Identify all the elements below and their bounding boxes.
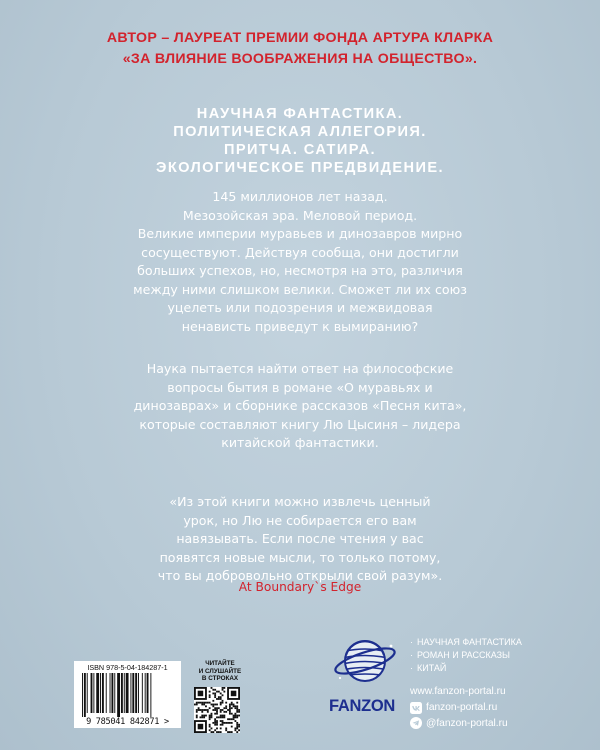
synopsis-line: 145 миллионов лет назад. xyxy=(212,189,388,204)
description-line: вопросы бытия в романе «О муравьях и xyxy=(167,379,433,395)
quote-line: что вы добровольно открыли свой разум». xyxy=(157,568,443,583)
synopsis-paragraph xyxy=(0,188,600,336)
isbn-barcode xyxy=(74,661,181,728)
series-item: · КИТАЙ xyxy=(410,663,447,674)
genre-line: ПРИТЧА. САТИРА. xyxy=(224,142,376,158)
quote-source: At Boundary`s Edge xyxy=(238,580,362,594)
quote-line: урок, но Лю не собирается его вам xyxy=(183,512,417,528)
publisher-logo: FANZON xyxy=(329,697,396,715)
barcode-bars xyxy=(80,673,175,717)
review-quote xyxy=(0,493,600,586)
description-line: китайской фантастики. xyxy=(221,435,379,450)
qr-caption xyxy=(190,660,250,683)
synopsis-line: Мезозойская эра. Меловой период. xyxy=(182,207,418,223)
series-list xyxy=(410,636,522,676)
planet-logo-icon xyxy=(332,628,398,694)
series-item: · НАУЧНАЯ ФАНТАСТИКА xyxy=(410,637,522,647)
qr-caption-line: ЧИТАЙТЕ xyxy=(205,660,235,667)
barcode-number: 9 785041 842871 > xyxy=(86,717,169,727)
isbn-label: ISBN 978-5-04-184287-1 xyxy=(87,663,168,672)
description-paragraph xyxy=(0,360,600,453)
synopsis-line: уцелеть или подозрения и межвидовая xyxy=(167,300,433,315)
publisher-contacts xyxy=(410,684,508,731)
qr-caption-line: В СТРОКАХ xyxy=(201,675,239,682)
description-line: Наука пытается найти ответ на философские xyxy=(146,361,454,376)
qr-code[interactable] xyxy=(194,687,240,733)
quote-line: появятся новые мысли, то только потому, xyxy=(159,549,441,565)
description-line: динозаврах» и сборнике рассказов «Песня кита», xyxy=(133,398,467,413)
genre-line: ЭКОЛОГИЧЕСКОЕ ПРЕДВИДЕНИЕ. xyxy=(156,160,444,176)
synopsis-line: сосуществуют. Действуя сообща, они достигли xyxy=(141,244,459,260)
synopsis-line: Великие империи муравьев и динозавров мирно xyxy=(137,226,463,241)
telegram-icon xyxy=(410,717,422,729)
genre-line: ПОЛИТИЧЕСКАЯ АЛЛЕГОРИЯ. xyxy=(173,124,427,140)
description-line: которые составляют книгу Лю Цысиня – лидера xyxy=(139,416,461,432)
genre-list xyxy=(0,105,600,177)
synopsis-line: между ними слишком велики. Сможет ли их союз xyxy=(133,281,467,297)
quote-line: навязывать. Если после чтения у вас xyxy=(176,531,424,546)
vk-link[interactable]: fanzon-portal.ru xyxy=(410,700,508,716)
award-line-2: «ЗА ВЛИЯНИЕ ВООБРАЖЕНИЯ НА ОБЩЕСТВО». xyxy=(122,51,478,67)
series-item: · РОМАН И РАССКАЗЫ xyxy=(410,650,511,661)
telegram-link[interactable]: @fanzon-portal.ru xyxy=(410,716,508,732)
qr-caption-line: И СЛУШАЙТЕ xyxy=(198,667,242,675)
vk-icon xyxy=(410,702,422,714)
quote-line: «Из этой книги можно извлечь ценный xyxy=(169,494,431,509)
genre-line: НАУЧНАЯ ФАНТАСТИКА. xyxy=(196,106,404,122)
award-note xyxy=(0,28,600,70)
synopsis-line: больших успехов, но, несмотря на это, различия xyxy=(137,263,463,278)
award-line-1: АВТОР – ЛАУРЕАТ ПРЕМИИ ФОНДА АРТУРА КЛАРКА xyxy=(106,30,494,46)
website-link[interactable]: www.fanzon-portal.ru xyxy=(410,686,506,697)
synopsis-line: ненависть приведут к вымиранию? xyxy=(181,318,419,334)
